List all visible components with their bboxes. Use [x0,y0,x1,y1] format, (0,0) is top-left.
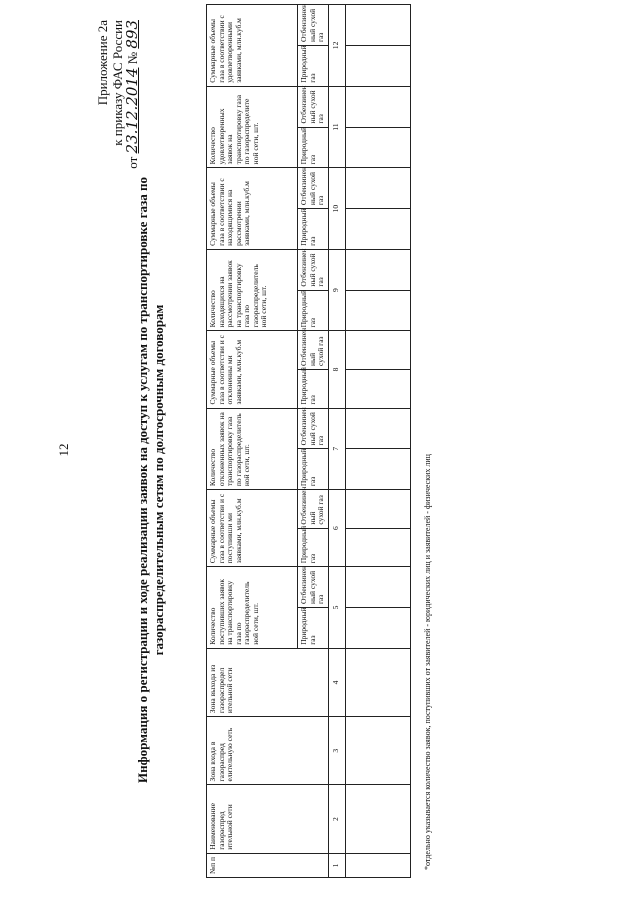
col-header-entry-zone: Зона входа в газораспред елительную сеть [207,717,329,785]
table-cell [345,5,410,46]
col-number: 12 [328,5,345,87]
appendix-from: от [125,156,140,169]
appendix-date: 23.12.2014 [123,67,141,154]
col-number: 11 [328,86,345,168]
col-number: 7 [328,408,345,490]
sub-natural-gas: Природный газ [298,369,329,408]
table-cell [345,331,410,370]
appendix-number: 893 [123,20,141,49]
sub-natural-gas: Природный газ [298,608,329,649]
sub-dry-gas: Отбензинен ный сухой газ [298,249,329,290]
sub-dry-gas: Отбензинен ный сухой газ [298,168,329,209]
col-header-pending-count: Количество находящихся на рассмотрении заявок на транспортировку газа по газораспределитель ной сети, шт. [207,249,298,331]
table-cell [345,490,410,529]
sub-dry-gas: Отбензинен ный сухой газ [298,567,329,608]
col-number: 2 [328,785,345,853]
sub-natural-gas: Природный газ [298,449,329,490]
col-number: 8 [328,331,345,408]
title-line1: Информация о регистрации и ходе реализации заявок на доступ к услугам по транспортировке газа по [135,177,150,783]
rotated-page-content [95,0,555,900]
applications-table [206,4,411,878]
table-cell [345,608,410,649]
col-number: 4 [328,648,345,716]
col-header-approved-count: Количество удовлетворенных заявок на транспортировку газа по газораспределите ной сети, шт. [207,86,298,168]
col-number: 10 [328,168,345,250]
table-cell [345,528,410,567]
col-header-rejected-volume: Суммарные объемы газа в соответстви и с отклоненны ми заявками, млн.куб.м [207,331,298,408]
col-header-num: №п п [207,853,329,877]
table-row [345,5,410,878]
col-header-received-count: Количество поступивших заявок на транспортировку газа по газораспределитель ной сети, шт. [207,567,298,649]
page-number: 12 [56,443,71,457]
sub-natural-gas: Природный газ [298,127,329,168]
table-cell [345,290,410,331]
col-header-rejected-count: Количество отклоненных заявок на транспортировку газа по газораспределитель ной сети, шт. [207,408,298,490]
table-cell [345,449,410,490]
col-number: 6 [328,490,345,567]
table-cell [345,853,410,877]
col-header-received-volume: Суммарные объемы газа в соответстви и с поступивши ми заявками, млн.куб.м [207,490,298,567]
table-cell [345,408,410,449]
table-cell [345,717,410,785]
col-header-exit-zone: Зона выхода из газораспредел ительной сети [207,648,329,716]
col-header-pending-volume: Суммарные объемы газа в соответствии с находящимися на рассмотрении заявками, млн.куб.м [207,168,298,250]
table-cell [345,567,410,608]
col-number: 1 [328,853,345,877]
sub-dry-gas: Отбензинен ный сухой газ [298,408,329,449]
col-number: 9 [328,249,345,331]
sub-natural-gas: Природный газ [298,45,329,86]
table-cell [345,168,410,209]
appendix-line2: к приказу ФАС России [110,20,125,146]
table-cell [345,249,410,290]
table-cell [345,369,410,408]
document-title [135,100,167,860]
col-number: 3 [328,717,345,785]
sub-natural-gas: Природный газ [298,528,329,567]
col-header-approved-volume: Суммарные объемы газа в соответствии с удовлетворенными заявками, млн.куб.м [207,5,298,87]
footnote: *отдельно указывается количество заявок, поступивших от заявителей - юридических лиц и заявителей - физических лиц [423,454,432,870]
sub-dry-gas: Отбензинен ный сухой газ [298,5,329,46]
table-cell [345,785,410,853]
appendix-header [95,20,140,280]
sub-natural-gas: Природный газ [298,290,329,331]
sub-natural-gas: Природный газ [298,209,329,250]
table-cell [345,209,410,250]
table-cell [345,86,410,127]
sub-dry-gas: Отбензинен ный сухой газ [298,490,329,529]
table-cell [345,45,410,86]
col-number: 5 [328,567,345,649]
table-cell [345,127,410,168]
sub-dry-gas: Отбензинен ный сухой газ [298,331,329,370]
sub-dry-gas: Отбензинен ный сухой газ [298,86,329,127]
table-cell [345,648,410,716]
col-header-network: Наименование газораспред ительной сети [207,785,329,853]
appendix-no-sign: № [125,51,140,65]
appendix-line1: Приложение 2а [95,20,110,106]
title-line2: газораспределительным сетям по долгосрочным договорам [151,304,166,656]
